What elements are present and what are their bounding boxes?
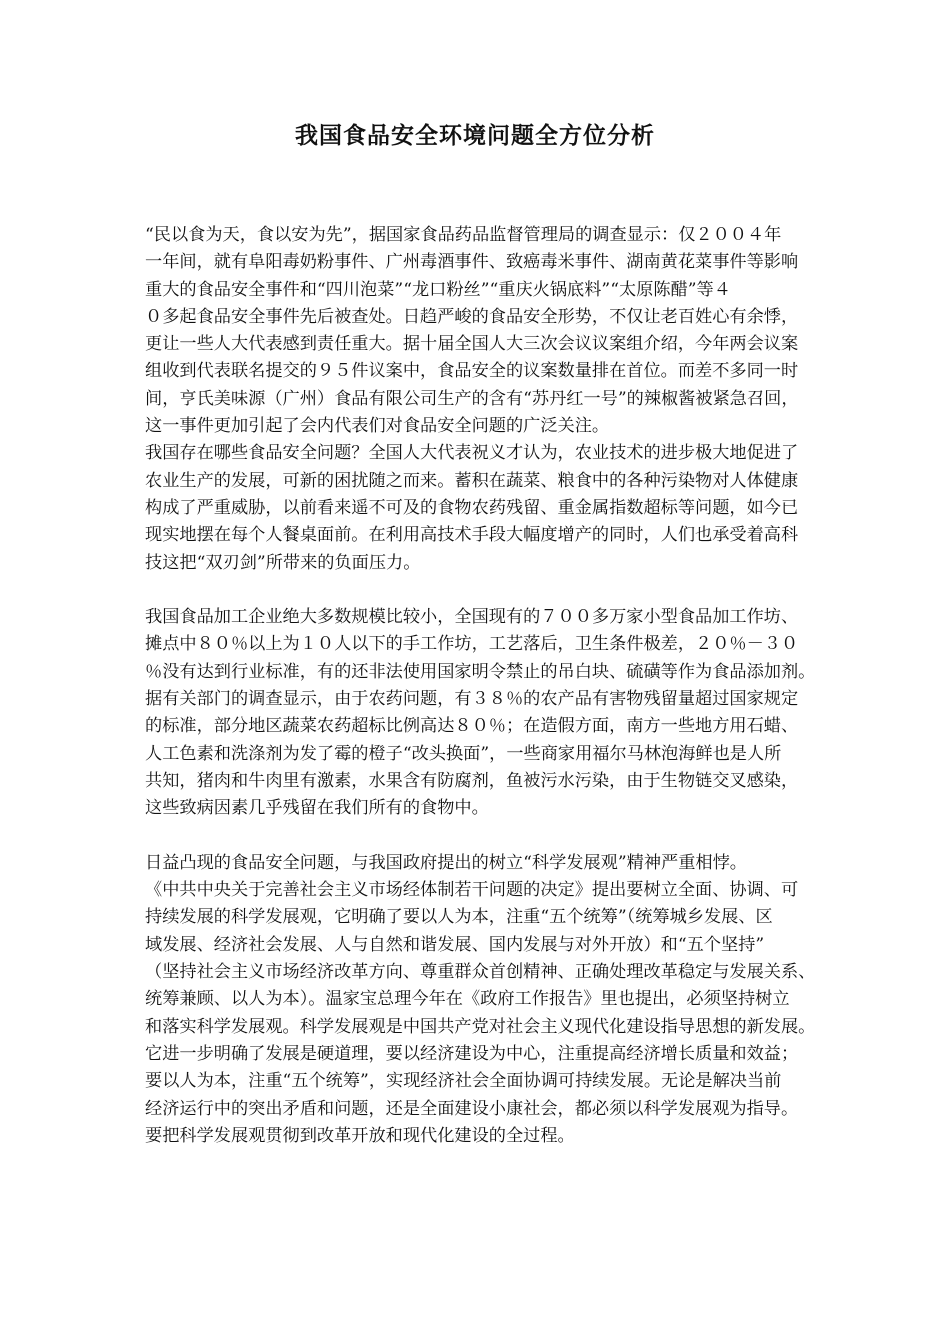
text-line: 它进一步明确了发展是硬道理，要以经济建设为中心，注重提高经济增长质量和效益； [145,1043,799,1064]
text-line: 的标准，部分地区蔬菜农药超标比例高达８０％；在造假方面，南方一些地方用石蜡、 [145,716,799,737]
document-body [145,222,895,1150]
text-line: 人工色素和洗涤剂为发了霉的橙子“改头换面”，一些商家用福尔马林泡海鲜也是人所 [145,743,782,764]
text-line: 构成了严重威胁，以前看来遥不可及的食物农药残留、重金属指数超标等问题，如今已 [145,497,799,518]
text-line: （坚持社会主义市场经济改革方向、尊重群众首创精神、正确处理改革稳定与发展关系、 [145,962,816,983]
text-line: 间，亨氏美味源（广州）食品有限公司生产的含有“苏丹红一号”的辣椒酱被紧急召回， [145,388,799,409]
text-line: 一年间，就有阜阳毒奶粉事件、广州毒酒事件、致癌毒米事件、湖南黄花菜事件等影响 [145,252,799,273]
text-line: 经济运行中的突出矛盾和问题，还是全面建设小康社会，都必须以科学发展观为指导。 [145,1098,799,1119]
paragraph-2 [145,440,895,576]
text-line: 摊点中８０％以上为１０人以下的手工作坊，工艺落后，卫生条件极差，２０％－３０ [145,634,799,655]
document-title: 我国食品安全环境问题全方位分析 [295,122,655,149]
text-line: 农业生产的发展，可新的困扰随之而来。蓄积在蔬菜、粮食中的各种污染物对人体健康 [145,470,799,491]
text-line: 这一事件更加引起了会内代表们对食品安全问题的广泛关注。 [145,416,610,437]
paragraph-1 [145,222,895,440]
text-line: 我国食品加工企业绝大多数规模比较小，全国现有的７００多万家小型食品加工作坊、 [145,607,799,628]
paragraph-4 [145,850,895,1150]
text-line: 持续发展的科学发展观，它明确了要以人为本，注重“五个统筹”（统筹城乡发展、区 [145,907,773,928]
text-line: 日益凸现的食品安全问题，与我国政府提出的树立“科学发展观”精神严重相悖。 [145,852,747,873]
text-line: “民以食为天，食以安为先”，据国家食品药品监督管理局的调查显示：仅２００４年 [145,225,782,245]
text-line: 《中共中央关于完善社会主义市场经体制若干问题的决定》提出要树立全面、协调、可 [145,880,799,901]
text-line: 域发展、经济社会发展、人与自然和谐发展、国内发展与对外开放）和“五个坚持” [145,934,765,955]
text-line: 和落实科学发展观。科学发展观是中国共产党对社会主义现代化建设指导思想的新发展。 [145,1016,816,1037]
text-line: 这些致病因素几乎残留在我们所有的食物中。 [145,798,489,819]
paragraph-3 [145,604,895,822]
text-line: 重大的食品安全事件和“四川泡菜”“龙口粉丝”“重庆火锅底料”“太原陈醋”等４ [145,279,731,300]
text-line: 组收到代表联名提交的９５件议案中，食品安全的议案数量排在首位。而差不多同一时 [145,361,799,382]
text-line: 要以人为本，注重“五个统筹”，实现经济社会全面协调可持续发展。无论是解决当前 [145,1071,782,1092]
text-line: ０多起食品安全事件先后被查处。日趋严峻的食品安全形势，不仅让老百姓心有余悸， [145,306,799,327]
text-line: 据有关部门的调查显示，由于农药问题，有３８％的农产品有害物残留量超过国家规定 [145,689,799,710]
text-line: ％没有达到行业标准，有的还非法使用国家明令禁止的吊白块、硫磺等作为食品添加剂。 [145,661,816,682]
text-line: 更让一些人大代表感到责任重大。据十届全国人大三次会议议案组介绍，今年两会议案 [145,334,799,355]
text-line: 现实地摆在每个人餐桌面前。在利用高技术手段大幅度增产的同时，人们也承受着高科 [145,525,799,546]
paragraph-spacer [145,823,895,850]
text-line: 共知，猪肉和牛肉里有激素，水果含有防腐剂，鱼被污水污染，由于生物链交叉感染， [145,770,799,791]
text-line: 我国存在哪些食品安全问题？全国人大代表祝义才认为，农业技术的进步极大地促进了 [145,443,799,464]
text-line: 技这把“双刃剑”所带来的负面压力。 [145,552,421,573]
text-line: 要把科学发展观贯彻到改革开放和现代化建设的全过程。 [145,1125,575,1146]
paragraph-spacer [145,577,895,604]
text-line: 统筹兼顾、以人为本）。温家宝总理今年在《政府工作报告》里也提出，必须坚持树立 [145,989,790,1010]
